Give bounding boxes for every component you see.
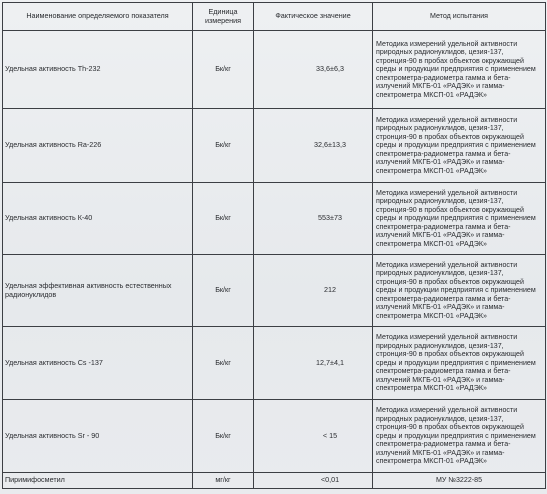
table-row bbox=[3, 327, 546, 400]
indicator-name: Удельная эффективная активность естественных радионуклидов bbox=[3, 255, 193, 327]
value-text: 212 bbox=[324, 285, 336, 295]
value-cell bbox=[254, 109, 373, 183]
value-cell bbox=[254, 183, 373, 255]
table-row bbox=[3, 109, 546, 183]
method-cell: Методика измерений удельной активности природных радионуклидов, цезия-137, стронция-90 в пробах объектов окружающей среды и продукции предприятия с применением спектрометра-радиометра гамма и бета-излучений МКГБ-01 «РАДЭК» и гамма-спектрометра МКСП-01 «РАДЭК» bbox=[373, 255, 546, 327]
value-text: 12,7±4,1 bbox=[316, 357, 344, 367]
indicator-name: Удельная активность К-40 bbox=[3, 183, 193, 255]
value-cell bbox=[254, 400, 373, 473]
test-results-table bbox=[2, 2, 546, 489]
header-actual-value: Фактическое значение bbox=[254, 3, 373, 31]
unit-cell: Бк/кг bbox=[193, 31, 254, 109]
method-cell: МУ №3222-85 bbox=[373, 473, 546, 489]
table-row bbox=[3, 183, 546, 255]
value-text: < 15 bbox=[322, 430, 338, 440]
table-row bbox=[3, 31, 546, 109]
value-text: <0,01 bbox=[320, 475, 340, 485]
value-cell bbox=[254, 31, 373, 109]
header-unit: Единица измерения bbox=[193, 3, 254, 31]
indicator-name: Удельная активность Sr - 90 bbox=[3, 400, 193, 473]
unit-cell: Бк/кг bbox=[193, 255, 254, 327]
unit-cell: Бк/кг bbox=[193, 183, 254, 255]
value-text: 33,6±6,3 bbox=[316, 64, 344, 74]
method-cell: Методика измерений удельной активности природных радионуклидов, цезия-137, стронция-90 в пробах объектов окружающей среды и продукции предприятия с применением спектрометра-радиометра гамма и бета-излучений МКГБ-01 «РАДЭК» и гамма-спектрометра МКСП-01 «РАДЭК» bbox=[373, 31, 546, 109]
unit-cell: Бк/кг bbox=[193, 109, 254, 183]
method-cell: Методика измерений удельной активности природных радионуклидов, цезия-137, стронция-90 в пробах объектов окружающей среды и продукции предприятия с применением спектрометра-радиометра гамма и бета-излучений МКГБ-01 «РАДЭК» и гамма-спектрометра МКСП-01 «РАДЭК» bbox=[373, 400, 546, 473]
header-test-method: Метод испытания bbox=[373, 3, 546, 31]
unit-cell: Бк/кг bbox=[193, 400, 254, 473]
method-cell: Методика измерений удельной активности природных радионуклидов, цезия-137, стронция-90 в пробах объектов окружающей среды и продукции предприятия с применением спектрометра-радиометра гамма и бета-излучений МКГБ-01 «РАДЭК» и гамма-спектрометра МКСП-01 «РАДЭК» bbox=[373, 183, 546, 255]
unit-cell: Бк/кг bbox=[193, 327, 254, 400]
value-cell bbox=[254, 255, 373, 327]
table-header-row bbox=[3, 3, 546, 31]
unit-cell: мг/кг bbox=[193, 473, 254, 489]
method-cell: Методика измерений удельной активности природных радионуклидов, цезия-137, стронция-90 в пробах объектов окружающей среды и продукции предприятия с применением спектрометра-радиометра гамма и бета-излучений МКГБ-01 «РАДЭК» и гамма-спектрометра МКСП-01 «РАДЭК» bbox=[373, 109, 546, 183]
header-indicator-name: Наименование определяемого показателя bbox=[3, 3, 193, 31]
indicator-name: Удельная активность Ra-226 bbox=[3, 109, 193, 183]
table-row bbox=[3, 473, 546, 489]
indicator-name: Удельная активность Cs -137 bbox=[3, 327, 193, 400]
value-text: 32,6±13,3 bbox=[314, 140, 346, 150]
indicator-name: Удельная активность Th-232 bbox=[3, 31, 193, 109]
value-text: 553±73 bbox=[318, 213, 342, 223]
value-cell bbox=[254, 327, 373, 400]
method-cell: Методика измерений удельной активности природных радионуклидов, цезия-137, стронция-90 в пробах объектов окружающей среды и продукции предприятия с применением спектрометра-радиометра гамма и бета-излучений МКГБ-01 «РАДЭК» и гамма-спектрометра МКСП-01 «РАДЭК» bbox=[373, 327, 546, 400]
table-row bbox=[3, 255, 546, 327]
table-row bbox=[3, 400, 546, 473]
indicator-name: Пиримифосметил bbox=[3, 473, 193, 489]
value-cell bbox=[254, 473, 373, 489]
